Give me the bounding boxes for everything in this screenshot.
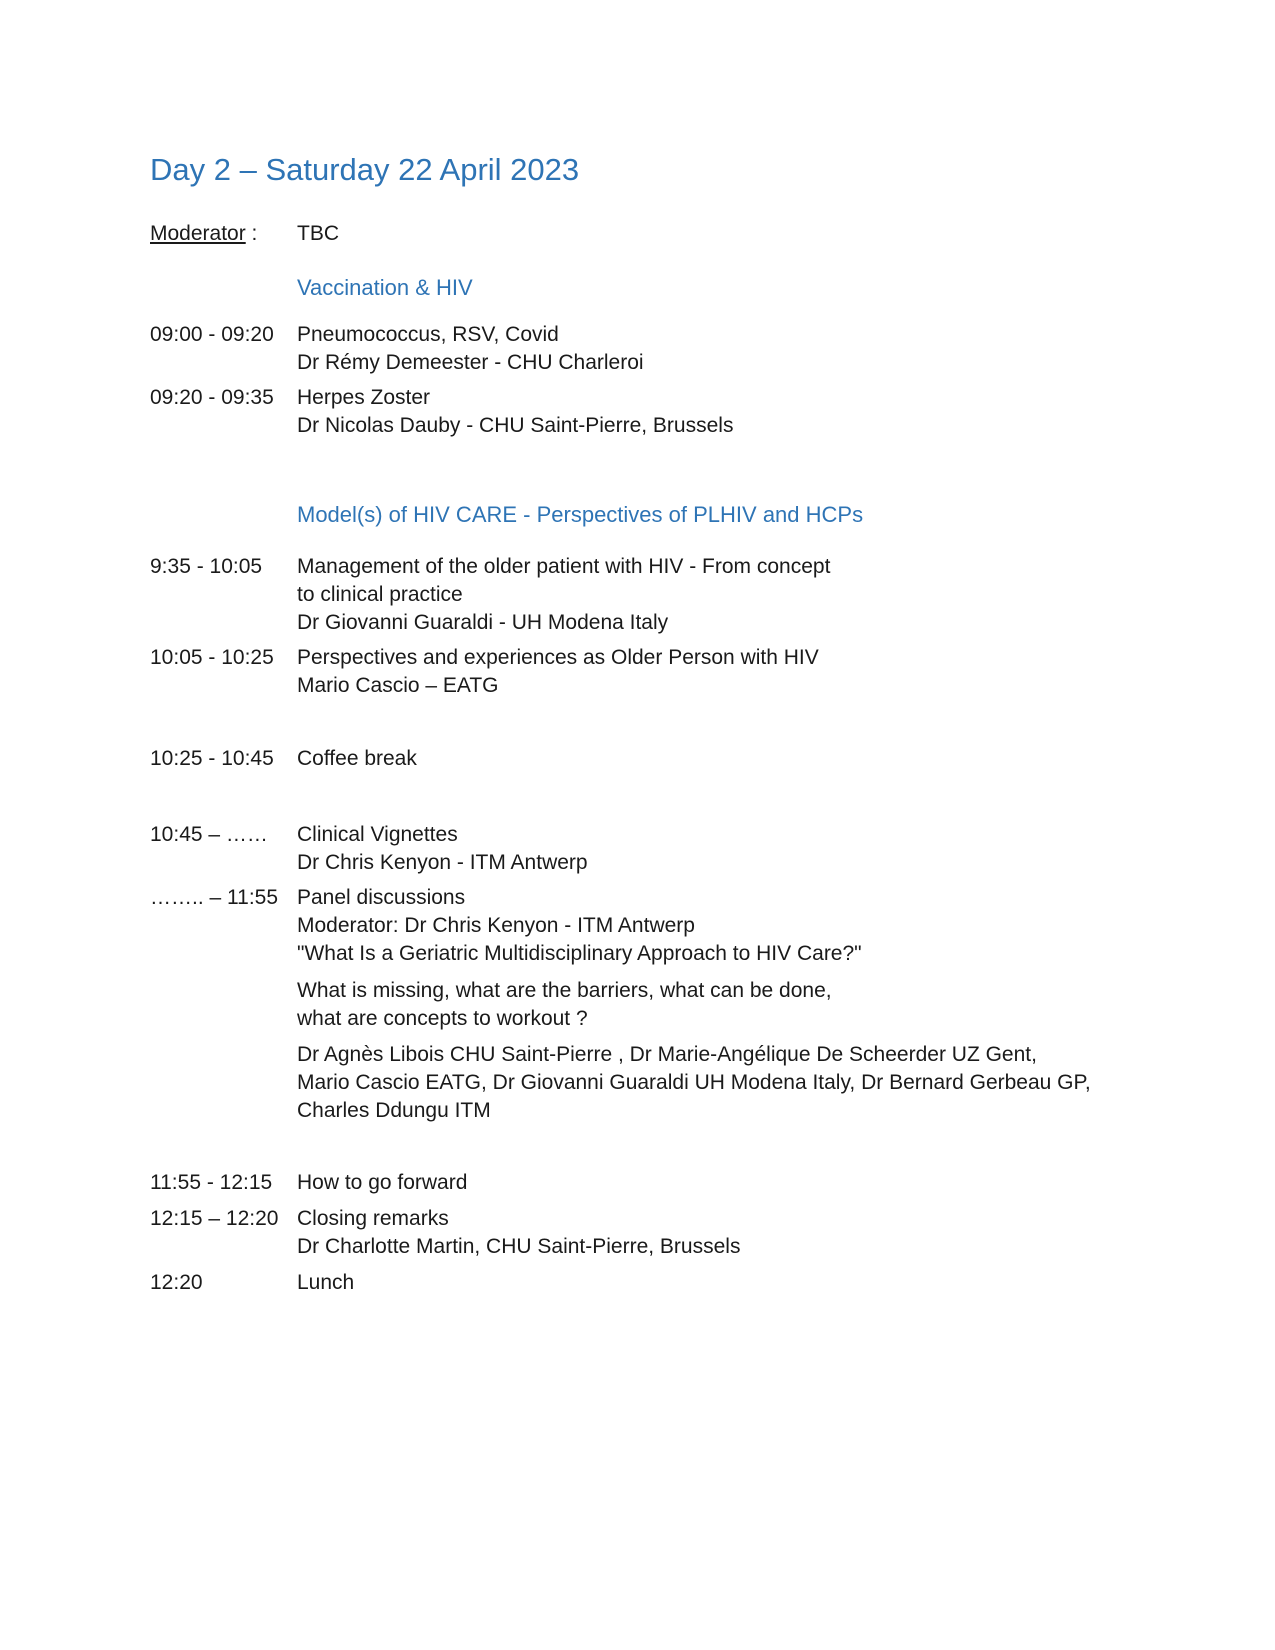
item-title: Clinical Vignettes (297, 823, 458, 846)
moderator-value: TBC (297, 222, 339, 245)
panel-topic-line: what are concepts to workout ? (297, 1007, 588, 1030)
schedule-item (297, 745, 417, 773)
schedule-time: 9:35 - 10:05 (150, 555, 263, 578)
item-title: Lunch (297, 1271, 355, 1294)
item-speaker: Mario Cascio – EATG (297, 674, 499, 697)
schedule-item (297, 321, 644, 377)
schedule-item (297, 384, 733, 440)
panel-member-line: Mario Cascio EATG, Dr Giovanni Guaraldi UH Modena Italy, Dr Bernard Gerbeau GP, (297, 1071, 1091, 1094)
schedule-item (297, 1269, 354, 1297)
section-heading-model-of-care: Model(s) of HIV CARE - Perspectives of PLHIV and HCPs (297, 502, 864, 527)
item-question: "What Is a Geriatric Multidisciplinary Approach to HIV Care?" (297, 942, 862, 965)
item-title: Herpes Zoster (297, 386, 431, 409)
schedule-item (297, 1205, 740, 1261)
schedule-time: 10:25 - 10:45 (150, 747, 274, 770)
schedule-item (297, 644, 819, 700)
schedule-time: 12:15 – 12:20 (150, 1207, 279, 1230)
schedule-time: 10:05 - 10:25 (150, 646, 274, 669)
schedule-item (297, 553, 830, 637)
schedule-item (297, 821, 588, 877)
page-title: Day 2 – Saturday 22 April 2023 (150, 152, 580, 187)
item-moderator: Moderator: Dr Chris Kenyon - ITM Antwerp (297, 914, 695, 937)
item-title: Coffee break (297, 747, 417, 770)
panel-topics (297, 977, 832, 1033)
schedule-time: 12:20 (150, 1271, 203, 1294)
moderator-label-row (150, 220, 257, 248)
schedule-time: 09:20 - 09:35 (150, 386, 274, 409)
item-speaker: Dr Nicolas Dauby - CHU Saint-Pierre, Brussels (297, 414, 734, 437)
item-speaker: Dr Rémy Demeester - CHU Charleroi (297, 351, 644, 374)
moderator-label: Moderator (150, 222, 246, 245)
item-title: Closing remarks (297, 1207, 449, 1230)
panel-members (297, 1041, 1091, 1125)
panel-member-line: Charles Ddungu ITM (297, 1099, 491, 1122)
item-title: Perspectives and experiences as Older Person with HIV (297, 646, 819, 669)
schedule-time: 09:00 - 09:20 (150, 323, 274, 346)
item-title: Management of the older patient with HIV - From concept (297, 555, 831, 578)
panel-topic-line: What is missing, what are the barriers, what can be done, (297, 979, 832, 1002)
schedule-item (297, 1169, 467, 1197)
schedule-time: 11:55 - 12:15 (150, 1171, 273, 1194)
panel-member-line: Dr Agnès Libois CHU Saint-Pierre , Dr Marie-Angélique De Scheerder UZ Gent, (297, 1043, 1037, 1066)
item-title: Pneumococcus, RSV, Covid (297, 323, 559, 346)
schedule-item (297, 884, 862, 968)
item-speaker: Dr Chris Kenyon - ITM Antwerp (297, 851, 588, 874)
schedule-time: …….. – 11:55 (150, 886, 279, 909)
item-speaker: Dr Charlotte Martin, CHU Saint-Pierre, Brussels (297, 1235, 741, 1258)
item-speaker: Dr Giovanni Guaraldi - UH Modena Italy (297, 611, 669, 634)
schedule-time: 10:45 – …… (150, 823, 268, 846)
moderator-separator: : (245, 222, 258, 245)
item-title: How to go forward (297, 1171, 468, 1194)
item-title-continued: to clinical practice (297, 583, 463, 606)
section-heading-vaccination: Vaccination & HIV (297, 275, 473, 300)
item-title: Panel discussions (297, 886, 466, 909)
